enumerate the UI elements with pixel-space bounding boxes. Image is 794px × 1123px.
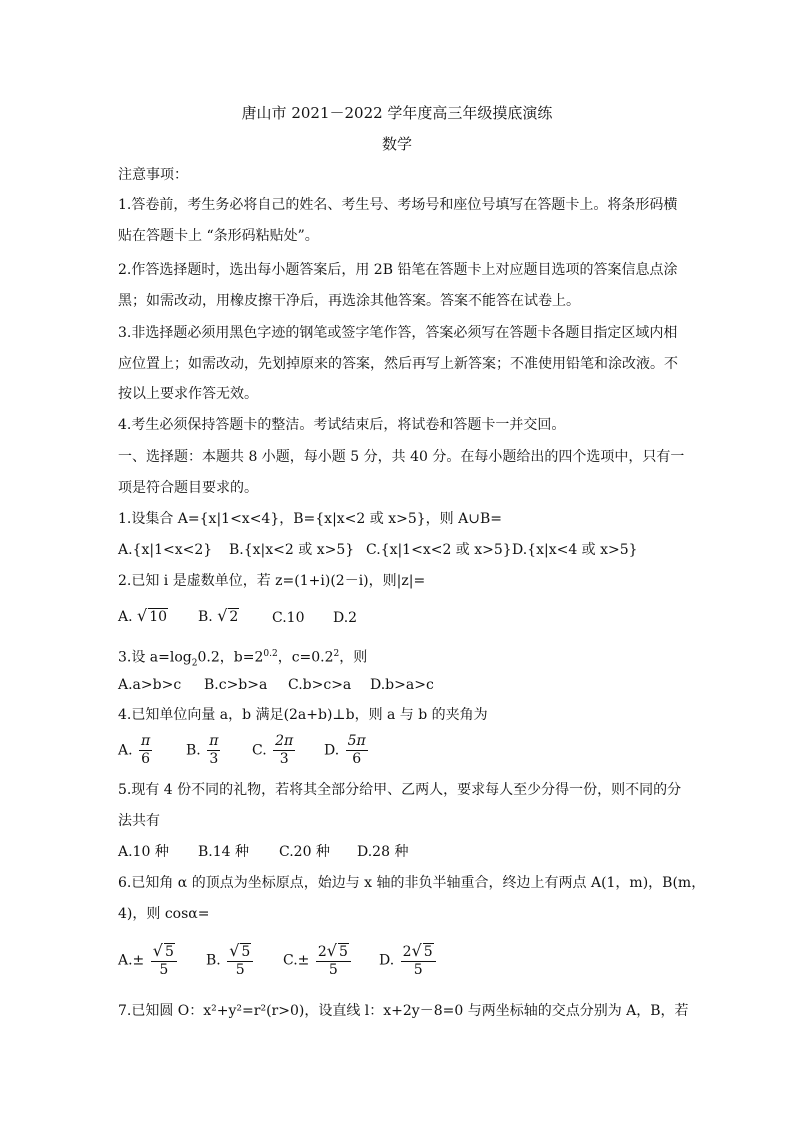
q6-option-d	[379, 942, 438, 979]
q6-d-coef: 2	[402, 944, 412, 960]
q4-a-label: A.	[118, 742, 133, 759]
q6-b-den: 5	[235, 962, 245, 978]
notice-item1-line2: 贴在答题卡上 “条形码粘贴处”。	[118, 228, 319, 244]
q2-a-radicand: 10	[149, 609, 168, 625]
q3-option-d: D.b>a>c	[370, 677, 434, 693]
sqrt-icon: √	[152, 941, 163, 960]
q7-stem: 7.已知圆 O：x²+y²=r²(r>0)，设直线 l：x+2y－8=0 与两坐标轴的交点分别为 A，B，若	[118, 1003, 689, 1019]
q6-a-den: 5	[159, 962, 169, 978]
q2-b-radicand: 2	[229, 609, 239, 625]
q3-option-c: C.b>c>a	[288, 677, 352, 693]
q4-option-b	[186, 733, 222, 768]
q6-d-label: D.	[379, 952, 395, 969]
q5-option-a: A.10 种	[118, 844, 169, 860]
q3-option-a: A.a>b>c	[118, 677, 182, 693]
q3-stem-part: 3.设 a=log	[118, 649, 192, 666]
q2-option-c: C.10	[272, 610, 305, 626]
notice-item2-line2: 黑；如需改动，用橡皮擦干净后，再选涂其他答案。答案不能答在试卷上。	[118, 293, 580, 309]
q5-option-c: C.20 种	[279, 844, 330, 860]
q4-b-num: π	[209, 733, 219, 749]
exam-title: 唐山市 2021－2022 学年度高三年级摸底演练	[241, 104, 553, 122]
q4-c-label: C.	[252, 742, 267, 759]
q2-stem: 2.已知 i 是虚数单位，若 z=(1+i)(2－i)，则|z|=	[118, 573, 426, 589]
q6-a-radicand: 5	[164, 944, 174, 960]
q4-option-d	[324, 733, 370, 768]
q6-a-fraction	[151, 942, 177, 979]
q4-d-num: 5π	[347, 733, 366, 749]
q6-option-b	[206, 942, 255, 979]
q6-option-c	[283, 942, 353, 979]
q3-option-b: B.c>b>a	[204, 677, 268, 693]
q4-b-label: B.	[186, 742, 201, 759]
q6-stem-line1: 6.已知角 α 的顶点为坐标原点，始边与 x 轴的非负半轴重合，终边上有两点 A(1，m)，B(m，	[118, 875, 706, 891]
q4-a-num: π	[141, 733, 151, 749]
q4-c-fraction	[273, 733, 295, 768]
q3-stem-sub: 2	[191, 658, 198, 669]
sqrt-icon: √	[326, 941, 337, 960]
q6-d-radicand: 5	[423, 944, 433, 960]
sqrt-icon: √	[217, 606, 228, 625]
notice-item4: 4.考生必须保持答题卡的整洁。考试结束后，将试卷和答题卡一并交回。	[118, 417, 566, 433]
q2-option-b	[198, 607, 239, 626]
q4-d-den: 6	[352, 751, 362, 767]
q3-stem	[118, 645, 367, 672]
q6-c-label: C.±	[283, 952, 310, 969]
q6-c-den: 5	[328, 962, 338, 978]
q4-c-num: 2π	[275, 733, 294, 749]
q6-d-fraction	[401, 942, 436, 979]
notice-item1-line1: 1.答卷前，考生务必将自己的姓名、考生号、考场号和座位号填写在答题卡上。将条形码横	[118, 197, 678, 213]
q5-option-d: D.28 种	[357, 844, 409, 860]
sqrt-icon: √	[229, 941, 240, 960]
q1-option-b: B.{x|x<2 或 x>5}	[229, 542, 355, 558]
q2-option-d: D.2	[333, 610, 358, 626]
q5-stem-line2: 法共有	[118, 813, 160, 829]
q6-b-radicand: 5	[241, 944, 251, 960]
q6-b-label: B.	[206, 952, 221, 969]
q4-option-c	[252, 733, 297, 768]
q4-d-label: D.	[324, 742, 340, 759]
q6-option-a	[118, 942, 179, 979]
notice-item3-line2: 应位置上；如需改动，先划掉原来的答案，然后再写上新答案；不准使用铅笔和涂改液。不	[118, 356, 678, 372]
q6-c-num	[316, 942, 351, 962]
q6-d-den: 5	[413, 962, 423, 978]
q1-option-c: C.{x|1<x<2 或 x>5}	[366, 542, 512, 558]
q1-option-a: A.{x|1<x<2}	[118, 542, 213, 558]
q4-a-den: 6	[141, 751, 151, 767]
q2-option-a	[118, 607, 168, 626]
q5-stem-line1: 5.现有 4 份不同的礼物，若将其全部分给甲、乙两人，要求每人至少分得一份，则不同的分	[118, 782, 682, 798]
q6-b-fraction	[227, 942, 253, 979]
sqrt-icon: √	[137, 606, 148, 625]
section1-line1: 一、选择题：本题共 8 小题，每小题 5 分，共 40 分。在每小题给出的四个选项中，只有一	[118, 449, 685, 465]
q3-stem-part: ，c=0.2	[277, 649, 334, 666]
q6-c-radicand: 5	[338, 944, 348, 960]
q3-stem-sup: 0.2	[263, 649, 278, 659]
q6-b-num	[227, 942, 253, 962]
q2-a-label: A.	[118, 609, 133, 625]
notice-item3-line3: 按以上要求作答无效。	[118, 386, 258, 402]
q4-b-fraction	[207, 733, 220, 768]
notice-heading: 注意事项：	[118, 167, 188, 183]
notice-item3-line1: 3.非选择题必须用黑色字迹的钢笔或签字笔作答，答案必须写在答题卡各题目指定区域内相	[118, 325, 678, 341]
section1-line2: 项是符合题目要求的。	[118, 480, 258, 496]
q6-c-coef: 2	[317, 944, 327, 960]
q4-b-den: 3	[209, 751, 219, 767]
q2-b-label: B.	[198, 609, 213, 625]
sqrt-icon: √	[411, 941, 422, 960]
q6-c-fraction	[316, 942, 351, 979]
q6-stem-line2: 4)，则 cosα=	[118, 906, 210, 922]
q3-stem-part: 0.2，b=2	[197, 649, 264, 666]
q4-a-fraction	[139, 733, 152, 768]
q4-stem: 4.已知单位向量 a，b 满足(2a+b)⊥b，则 a 与 b 的夹角为	[118, 707, 488, 723]
notice-item2-line1: 2.作答选择题时，选出每小题答案后，用 2B 铅笔在答题卡上对应题目选项的答案信息点涂	[118, 262, 678, 278]
q6-a-label: A.±	[118, 952, 145, 969]
q6-d-num	[401, 942, 436, 962]
q5-option-b: B.14 种	[198, 844, 250, 860]
q4-d-fraction	[346, 733, 368, 768]
q4-c-den: 3	[279, 751, 289, 767]
q1-stem: 1.设集合 A={x|1<x<4}，B={x|x<2 或 x>5}，则 A∪B=	[118, 511, 502, 527]
q1-option-d: D.{x|x<4 或 x>5}	[512, 542, 638, 558]
q4-option-a	[118, 733, 154, 768]
exam-subject: 数学	[381, 135, 412, 153]
q6-a-num	[151, 942, 177, 962]
q3-stem-part: ，则	[339, 649, 368, 666]
q3-stem-sup: 2	[333, 649, 340, 659]
